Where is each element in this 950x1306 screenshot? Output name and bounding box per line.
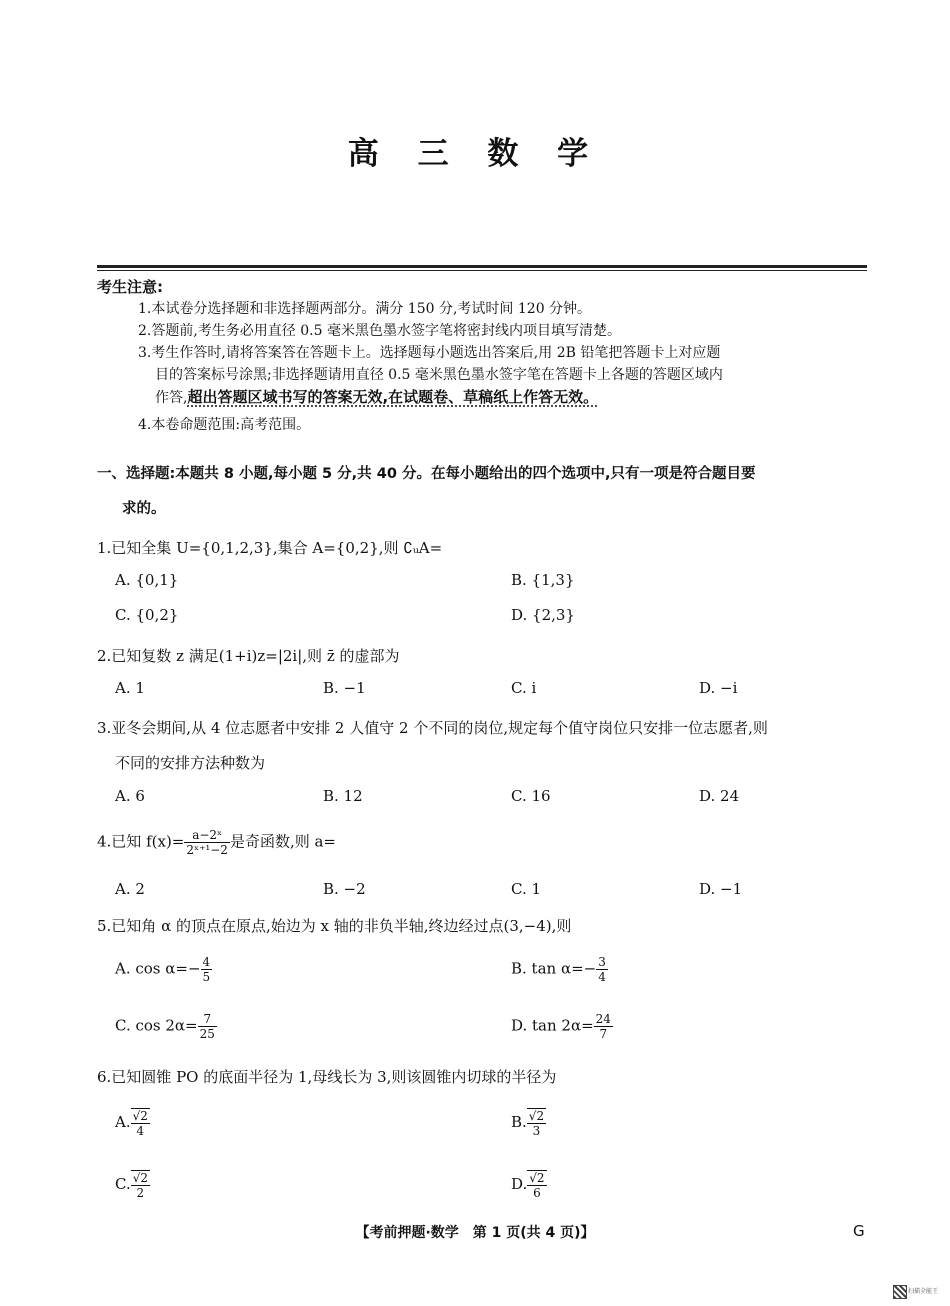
- option-b: [511, 1108, 546, 1138]
- notice-heading: 考生注意:: [97, 278, 163, 296]
- fraction: [131, 1108, 150, 1138]
- option-d: [511, 1012, 613, 1041]
- option-b: B. 12: [323, 787, 363, 805]
- question-4-pre: 4.已知 f(x)=: [97, 832, 185, 851]
- numerator: √2: [132, 1109, 148, 1123]
- option-b: [511, 955, 608, 984]
- denominator: 7: [599, 1027, 608, 1041]
- option-b: B. −2: [323, 880, 366, 898]
- notice-item: 3.考生作答时,请将答案答在答题卡上。选择题每小题选出答案后,用 2B 铅笔把答题卡上对应题: [138, 345, 721, 361]
- denominator: 2: [136, 1186, 145, 1200]
- question-2: 2.已知复数 z 满足(1+i)z=|2i|,则 z̄ 的虚部为: [97, 647, 400, 665]
- option-label: C. cos 2α=: [115, 1016, 198, 1035]
- numerator: √2: [528, 1109, 545, 1123]
- option-label: D. tan 2α=: [511, 1016, 594, 1035]
- option-c: C. {0,2}: [115, 606, 179, 624]
- page-title: 高 三 数 学: [347, 136, 603, 172]
- option-label: B. tan α=−: [511, 959, 597, 978]
- option-a: [115, 955, 212, 984]
- denominator: 2ˣ⁺¹−2: [186, 843, 228, 857]
- question-3-cont: 不同的安排方法种数为: [115, 754, 266, 772]
- header-rule-thin: [97, 270, 867, 271]
- qr-code-icon: [893, 1285, 907, 1299]
- notice-item: 2.答题前,考生务必用直径 0.5 毫米黑色墨水签字笔将密封线内项目填写清楚。: [138, 323, 621, 339]
- option-b: B. {1,3}: [511, 571, 575, 589]
- option-label: A. cos α=−: [115, 959, 201, 978]
- denominator: 25: [199, 1027, 215, 1041]
- question-6: 6.已知圆锥 PO 的底面半径为 1,母线长为 3,则该圆锥内切球的半径为: [97, 1068, 557, 1086]
- option-b: B. −1: [323, 679, 366, 697]
- fraction: [527, 1108, 546, 1138]
- question-5: 5.已知角 α 的顶点在原点,始边为 x 轴的非负半轴,终边经过点(3,−4),则: [97, 917, 572, 935]
- numerator: 4: [202, 955, 211, 969]
- option-d: D. {2,3}: [511, 606, 575, 624]
- option-c: [115, 1170, 150, 1200]
- option-c: [115, 1012, 217, 1041]
- option-label: B.: [511, 1113, 527, 1131]
- option-a: A. 2: [115, 880, 145, 898]
- option-d: D. −1: [699, 880, 743, 898]
- fraction: [198, 1012, 217, 1041]
- numerator: 3: [598, 955, 606, 969]
- fraction: [594, 1012, 613, 1041]
- header-rule-thick: [97, 265, 867, 268]
- option-d: D. 24: [699, 787, 740, 805]
- section-heading-cont: 求的。: [122, 501, 166, 517]
- option-c: C. 1: [511, 880, 542, 898]
- question-3: 3.亚冬会期间,从 4 位志愿者中安排 2 人值守 2 个不同的岗位,规定每个值守岗位只安排一位志愿者,则: [97, 719, 768, 737]
- option-label: D.: [511, 1175, 528, 1193]
- fraction: [527, 1170, 546, 1200]
- question-4: [97, 828, 336, 857]
- option-c: C. 16: [511, 787, 551, 805]
- option-d: D. −i: [699, 679, 738, 697]
- numerator: a−2ˣ: [184, 828, 230, 843]
- denominator: 3: [532, 1124, 541, 1138]
- section-heading: 一、选择题:本题共 8 小题,每小题 5 分,共 40 分。在每小题给出的四个选项中,只有一项是符合题目要: [97, 466, 756, 482]
- option-a: [115, 1108, 150, 1138]
- notice-item: 目的答案标号涂黑;非选择题请用直径 0.5 毫米黑色墨水签字笔在答题卡上各题的答题区域内: [155, 367, 723, 383]
- option-label: C.: [115, 1175, 131, 1193]
- denominator: 5: [202, 970, 211, 984]
- numerator: 7: [198, 1012, 217, 1027]
- denominator: 6: [533, 1186, 541, 1200]
- numerator: √2: [529, 1171, 545, 1185]
- fraction: [596, 955, 608, 984]
- fraction: [131, 1170, 150, 1200]
- notice-item-line: [155, 386, 598, 409]
- denominator: 4: [598, 970, 606, 984]
- notice-item: 作答,: [155, 390, 188, 406]
- option-d: [511, 1170, 547, 1200]
- option-a: A. 6: [115, 787, 145, 805]
- notice-item: 4.本卷命题范围:高考范围。: [138, 417, 311, 433]
- fraction: [201, 955, 213, 984]
- notice-item: 1.本试卷分选择题和非选择题两部分。满分 150 分,考试时间 120 分钟。: [138, 301, 592, 317]
- numerator: √2: [132, 1171, 148, 1185]
- scanner-watermark: 扫描全能王: [908, 1288, 939, 1295]
- version-letter: G: [853, 1222, 865, 1240]
- option-a: A. {0,1}: [115, 571, 179, 589]
- denominator: 4: [136, 1124, 145, 1138]
- question-4-post: 是奇函数,则 a=: [229, 832, 336, 851]
- page-footer: 【考前押题·数学 第 1 页(共 4 页)】: [355, 1225, 595, 1241]
- numerator: 24: [595, 1012, 611, 1026]
- option-c: C. i: [511, 679, 537, 697]
- question-1: 1.已知全集 U={0,1,2,3},集合 A={0,2},则 ∁ᵤA=: [97, 539, 443, 557]
- option-label: A.: [115, 1113, 131, 1131]
- notice-emphasis: 超出答题区域书写的答案无效,在试题卷、草稿纸上作答无效。: [187, 388, 599, 406]
- fraction: [184, 828, 230, 857]
- option-a: A. 1: [115, 679, 145, 697]
